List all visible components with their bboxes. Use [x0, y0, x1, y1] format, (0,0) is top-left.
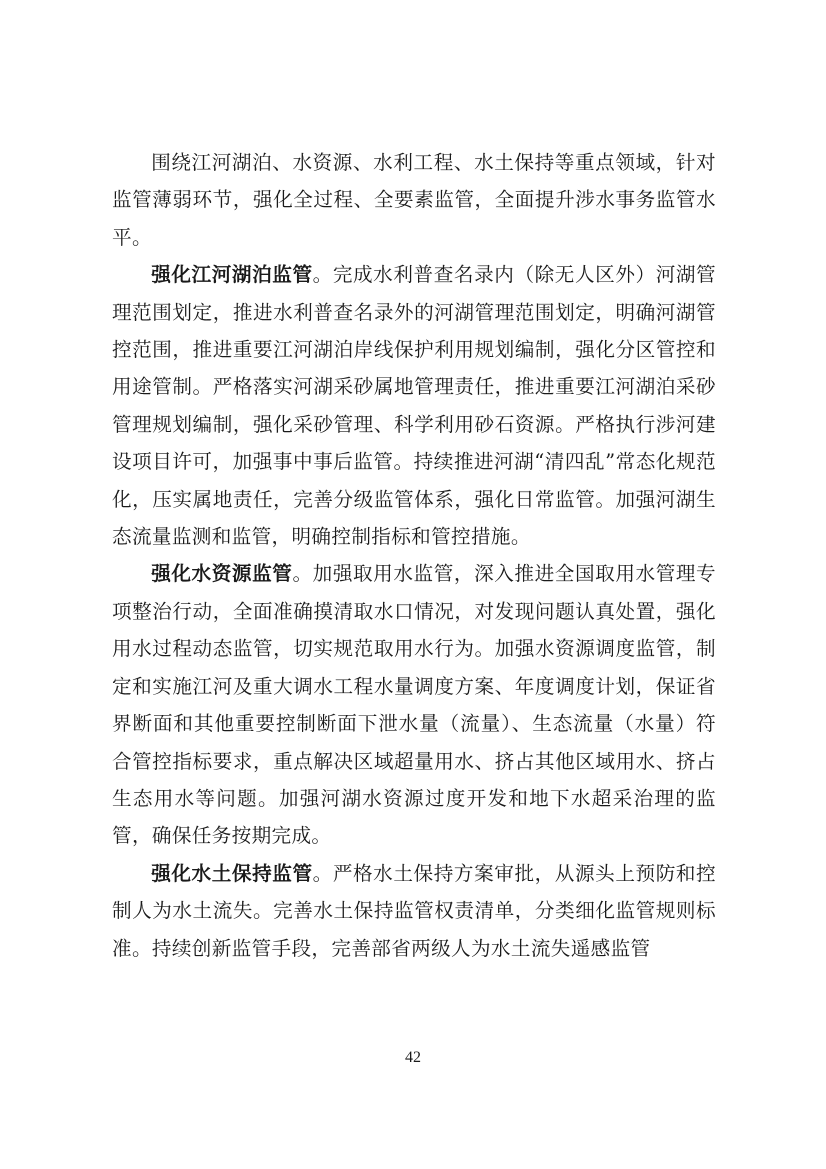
paragraph-lead: 强化江河湖泊监管	[151, 263, 313, 287]
paragraph-lead: 强化水资源监管	[151, 562, 293, 586]
paragraph-intro	[112, 144, 716, 256]
paragraph-text: 围绕江河湖泊、水资源、水利工程、水土保持等重点领域，针对监管薄弱环节，强化全过程、全要素监管，全面提升涉水事务监管水平。	[112, 151, 716, 249]
paragraph-soil-conservation	[112, 855, 716, 967]
paragraph-water-resources	[112, 555, 716, 854]
paragraph-lead: 强化水土保持监管	[151, 861, 313, 885]
paragraph-text: 。严格水土保持方案审批，从源头上预防和控制人为水土流失。完善水土保持监管权责清单，分类细化监管规则标准。持续创新监管手段，完善部省两级人为水土流失遥感监管	[112, 861, 717, 960]
paragraph-text: 。加强取用水监管，深入推进全国取用水管理专项整治行动，全面准确摸清取水口情况，对发现问题认真处置，强化用水过程动态监管，切实规范取用水行为。加强水资源调度监管，制定和实施江河及重大调水工程水量调度方案、年度调度计划，保证省界断面和其他重要控制断面下泄水量（流量）、生态流量（水量）符合管控指标要求，重点解决区域超量用水、挤占其他区域用水、挤占生态用水等问题。加强河湖水资源过度开发和地下水超采治理的监管，确保任务按期完成。	[112, 562, 716, 848]
paragraph-rivers-lakes	[112, 256, 716, 555]
paragraph-text: 。完成水利普查名录内（除无人区外）河湖管理范围划定，推进水利普查名录外的河湖管理范围划定，明确河湖管控范围，推进重要江河湖泊岸线保护利用规划编制，强化分区管控和用途管制。严格落实河湖采砂属地管理责任，推进重要江河湖泊采砂管理规划编制，强化采砂管理、科学利用砂石资源。严格执行涉河建设项目许可，加强事中事后监管。持续推进河湖“清四乱”常态化规范化，压实属地责任，完善分级监管体系，强化日常监管。加强河湖生态流量监测和监管，明确控制指标和管控措施。	[112, 263, 717, 549]
page-number: 42	[405, 1049, 421, 1066]
body-text	[112, 144, 716, 967]
